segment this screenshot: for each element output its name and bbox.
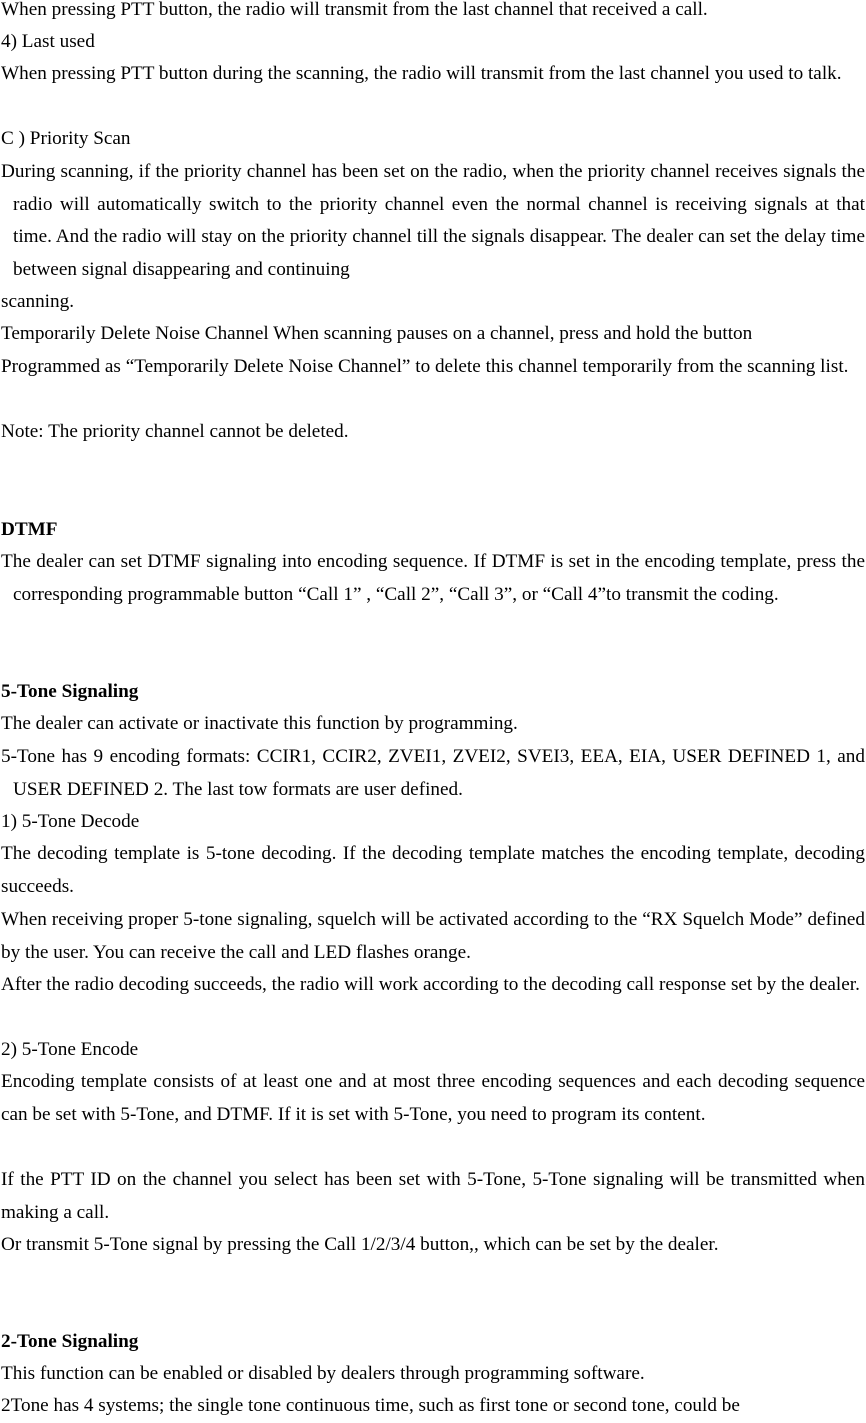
text-after-decoding: After the radio decoding succeeds, the radio will work according to the decoding call response set by the dealer. xyxy=(1,974,860,995)
text-last-used: When pressing PTT button during the scanning, the radio will transmit from the last channel you used to talk. xyxy=(1,63,842,84)
text-receiving-5-tone: When receiving proper 5-tone signaling, squelch will be activated according to the “RX Squelch Mode” defined by the user. You can receive the call and LED flashes orange. xyxy=(1,909,865,963)
text-scanning: scanning. xyxy=(1,291,75,312)
text-transmit-5-tone: Or transmit 5-Tone signal by pressing the Call 1/2/3/4 button,, which can be set by the dealer. xyxy=(1,1234,719,1255)
item-5-tone-decode: 1) 5-Tone Decode xyxy=(1,811,140,832)
text-programmed-as: Programmed as “Temporarily Delete Noise Channel” to delete this channel temporarily from the scanning list. xyxy=(1,356,849,377)
text-2-tone-enable: This function can be enabled or disabled by dealers through programming software. xyxy=(1,1363,645,1384)
text-temp-delete-noise: Temporarily Delete Noise Channel When scanning pauses on a channel, press and hold the button xyxy=(1,323,753,344)
text-note-priority: Note: The priority channel cannot be deleted. xyxy=(1,421,349,442)
heading-2-tone: 2-Tone Signaling xyxy=(1,1331,139,1352)
text-5-tone-activate: The dealer can activate or inactivate this function by programming. xyxy=(1,713,518,734)
text-priority-scan: During scanning, if the priority channel has been set on the radio, when the priority channel receives signals the radio will automatically switch to the priority channel even the normal channel is receiving signals at that time. And the radio will stay on the priority channel till the signals disappear. The dealer can set the delay time between signal disappearing and continuing xyxy=(1,161,865,280)
heading-5-tone: 5-Tone Signaling xyxy=(1,681,139,702)
text-ptt-last-call: When pressing PTT button, the radio will transmit from the last channel that received a call. xyxy=(1,0,708,20)
item-5-tone-encode: 2) 5-Tone Encode xyxy=(1,1039,139,1060)
text-2-tone-systems: 2Tone has 4 systems; the single tone continuous time, such as first tone or second tone, could be xyxy=(1,1395,740,1416)
item-priority-scan: C ) Priority Scan xyxy=(1,128,131,149)
item-last-used: 4) Last used xyxy=(1,31,95,52)
text-dtmf: The dealer can set DTMF signaling into encoding sequence. If DTMF is set in the encoding template, press the corresponding programmable button “Call 1” , “Call 2”, “Call 3”, or “Call 4”to transmit the coding. xyxy=(1,551,865,605)
text-decoding-template: The decoding template is 5-tone decoding. If the decoding template matches the encoding template, decoding succeeds. xyxy=(1,843,865,897)
text-5-tone-formats: 5-Tone has 9 encoding formats: CCIR1, CCIR2, ZVEI1, ZVEI2, SVEI3, EEA, EIA, USER DEFINED 1, and USER DEFINED 2. The last tow formats are user defined. xyxy=(1,746,865,800)
text-ptt-id: If the PTT ID on the channel you select has been set with 5-Tone, 5-Tone signaling will be transmitted when making a call. xyxy=(1,1169,865,1223)
text-encoding-template: Encoding template consists of at least one and at most three encoding sequences and each decoding sequence can be set with 5-Tone, and DTMF. If it is set with 5-Tone, you need to program its content. xyxy=(1,1071,865,1125)
heading-dtmf: DTMF xyxy=(1,519,58,540)
